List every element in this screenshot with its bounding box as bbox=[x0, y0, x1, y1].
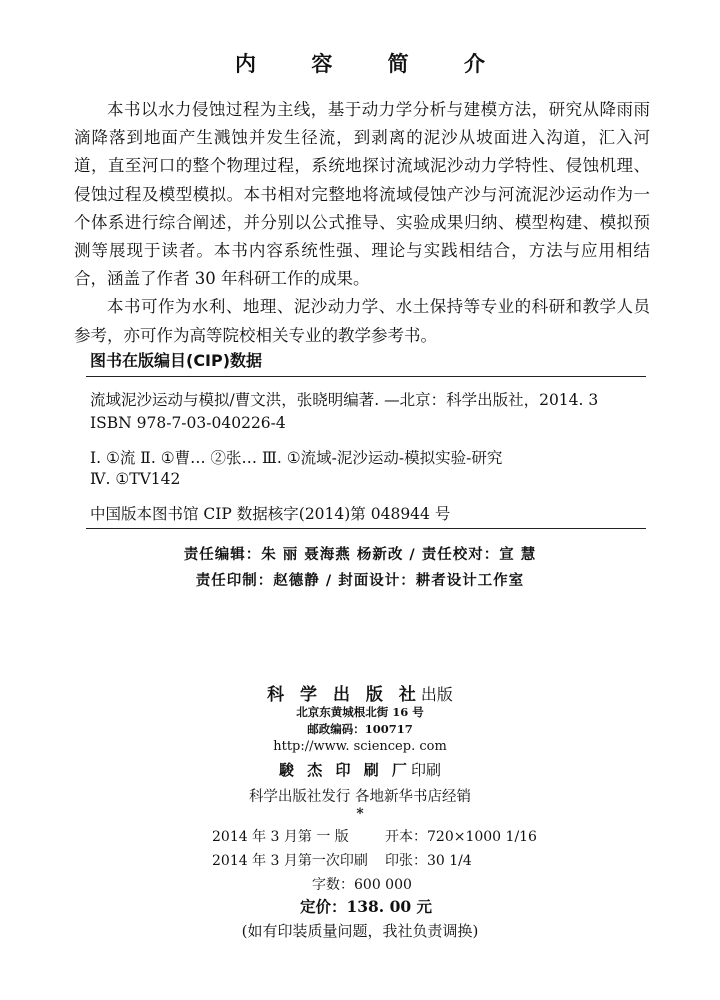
distribution-line: 科学出版社发行 各地新华书店经销 bbox=[248, 789, 472, 805]
publisher-address: 北京东黄城根北街 16 号 bbox=[296, 705, 424, 719]
page-title: 内 容 简 介 bbox=[235, 51, 509, 76]
printer-suffix: 印刷 bbox=[410, 761, 441, 779]
cip-isbn: ISBN 978-7-03-040226-4 bbox=[90, 414, 286, 432]
intro-line: 河道，直至河口的整个物理过程，系统地探讨流域泥沙动力学特性、侵蚀机 bbox=[74, 128, 650, 176]
intro-line: 建、模拟预测等展现于读者。本书内容系统性强、理论与实践相结合，方法 bbox=[74, 212, 651, 261]
printer-line bbox=[0, 759, 720, 780]
intro-line: 动作为一个体系进行综合阐述，并分别以公式推导、实验成果归纳、模型构 bbox=[74, 184, 651, 232]
intro-line: 雨滴降落到地面产生溅蚀并发生径流，到剥离的泥沙从坡面进入沟道，汇入 bbox=[74, 100, 650, 148]
intro-line: 本书以水力侵蚀过程为主线，基于动力学分析与建模方法，研究从降雨 bbox=[107, 100, 634, 119]
editor-credits: 责任编辑：朱 丽 聂海燕 杨新改 / 责任校对：宣 慧 bbox=[183, 547, 537, 563]
intro-line: 员参考，亦可作为高等院校相关专业的教学参考书。 bbox=[74, 297, 650, 345]
publisher-name: 科 学 出 版 社 bbox=[267, 685, 421, 705]
publisher-line bbox=[0, 680, 720, 705]
production-credits: 责任印制：赵德静 / 封面设计：耕者设计工作室 bbox=[195, 573, 525, 589]
intro-line: 理、侵蚀过程及模型模拟。本书相对完整地将流域侵蚀产沙与河流泥沙运 bbox=[74, 156, 651, 204]
print-date: 2014 年 3 月第一次印刷 bbox=[212, 853, 368, 869]
intro-line: 本书可作为水利、地理、泥沙动力学、水土保持等专业的科研和教学人 bbox=[107, 297, 634, 317]
quality-notice: (如有印装质量问题，我社负责调换) bbox=[241, 922, 479, 940]
intro-line: 与应用相结合，涵盖了作者 30 年科研工作的成果。 bbox=[74, 241, 650, 289]
book-format: 开本：720×1000 1/16 bbox=[385, 829, 537, 845]
intro-section bbox=[74, 96, 650, 350]
intro-paragraph bbox=[74, 293, 650, 349]
cip-bottom-rule bbox=[86, 528, 646, 529]
cip-heading: 图书在版编目(CIP)数据 bbox=[90, 351, 263, 370]
cip-record-number: 中国版本图书馆 CIP 数据核字(2014)第 048944 号 bbox=[90, 505, 451, 523]
price: 定价：138. 00 元 bbox=[299, 897, 433, 916]
edition-date: 2014 年 3 月第 一 版 bbox=[212, 829, 349, 845]
publisher-postcode: 邮政编码：100717 bbox=[307, 722, 413, 736]
publisher-suffix: 出版 bbox=[420, 685, 453, 704]
word-count: 字数：600 000 bbox=[312, 877, 412, 893]
intro-paragraph bbox=[74, 96, 650, 293]
printer-name: 駿 杰 印 刷 厂 bbox=[279, 761, 411, 779]
publisher-url: http://www. sciencep. com bbox=[273, 739, 447, 754]
cip-citation: 流域泥沙运动与模拟/曹文洪，张晓明编著. —北京：科学出版社，2014. 3 bbox=[90, 391, 599, 409]
cip-classification: Ⅰ. ①流 Ⅱ. ①曹… ②张… Ⅲ. ①流域-泥沙运动-模拟实验-研究 bbox=[90, 449, 503, 467]
print-sheets: 印张：30 1/4 bbox=[385, 853, 472, 869]
cip-top-rule bbox=[86, 376, 646, 377]
cip-classification: Ⅳ. ①TV142 bbox=[90, 470, 181, 488]
separator-star: * bbox=[356, 806, 364, 822]
